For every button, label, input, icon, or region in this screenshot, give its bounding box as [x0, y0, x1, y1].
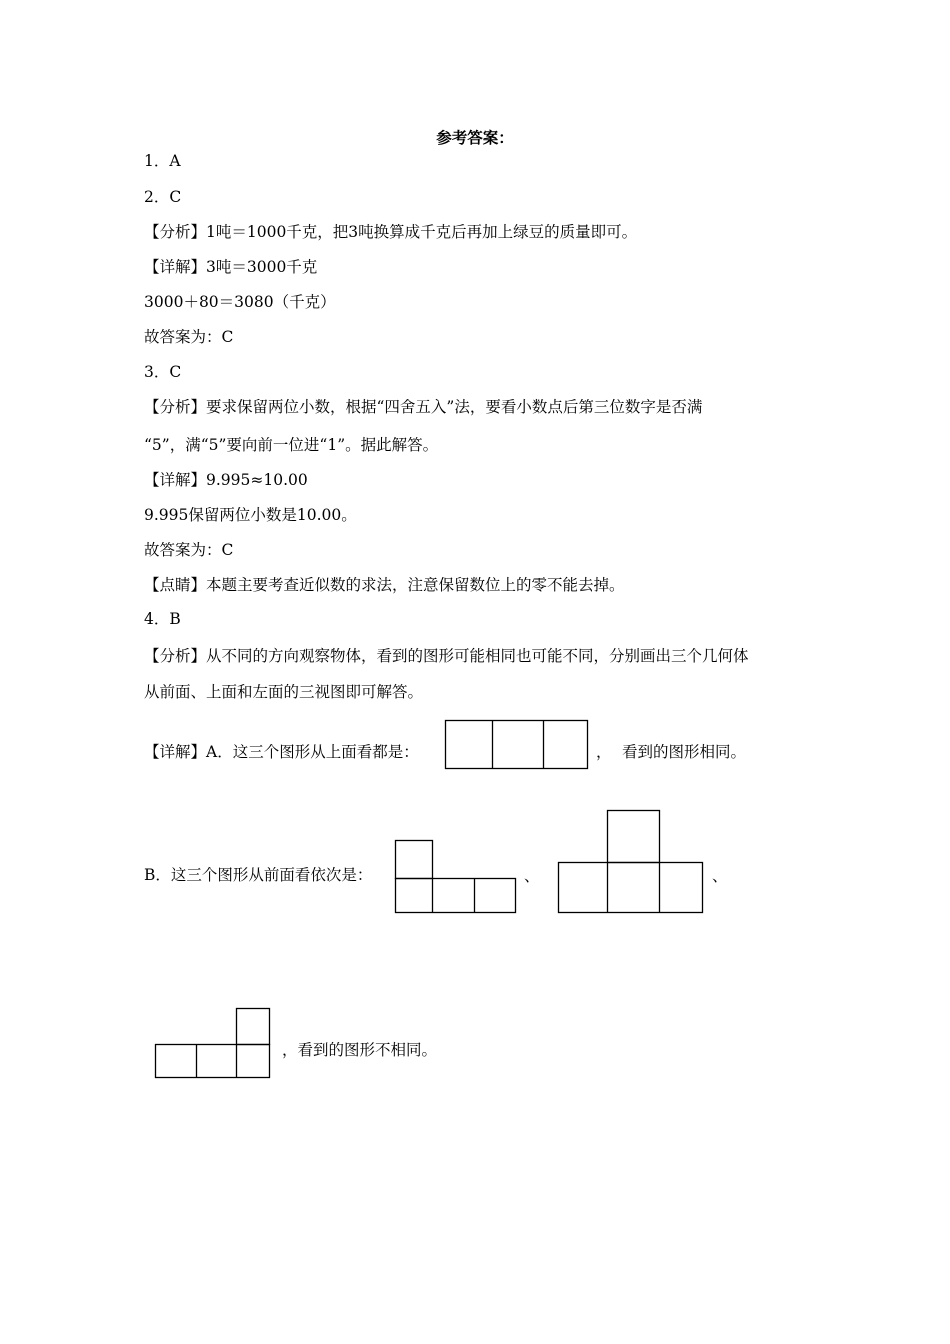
answer-2-detail: 【详解】3吨＝3000千克 — [144, 258, 318, 276]
answer-3-explain: 9.995保留两位小数是10.00。 — [144, 506, 357, 524]
front-view-2-top-square — [608, 811, 660, 863]
answer-1: 1．A — [144, 152, 181, 170]
detail-b-prefix: B．这三个图形从前面看依次是： — [144, 866, 373, 884]
answer-title: 参考答案： — [436, 128, 514, 147]
answer-2-analysis: 【分析】1吨＝1000千克，把3吨换算成千克后再加上绿豆的质量即可。 — [144, 223, 638, 241]
front-view-figure-1 — [394, 839, 519, 915]
detail-a-prefix: 【详解】A．这三个图形从上面看都是： — [144, 743, 419, 761]
answer-3: 3．C — [144, 363, 182, 381]
front-view-3-top-square — [237, 1009, 270, 1045]
answer-3-analysis-cont: “5”，满“5”要向前一位进“1”。据此解答。 — [144, 436, 439, 454]
answer-3-note: 【点睛】本题主要考查近似数的求法，注意保留数位上的零不能去掉。 — [144, 576, 625, 594]
front-view-1-top-square — [396, 841, 433, 879]
answer-2: 2．C — [144, 188, 182, 206]
front-view-3-bottom-row — [156, 1045, 270, 1078]
answer-4-analysis-cont: 从前面、上面和左面的三视图即可解答。 — [144, 683, 424, 701]
top-view-figure — [444, 719, 590, 771]
front-view-figure-3 — [154, 1007, 272, 1081]
top-view-outline — [446, 721, 588, 769]
detail-b-separator-2: 、 — [712, 867, 728, 885]
front-view-figure-2 — [557, 809, 707, 915]
answer-3-conclusion: 故答案为：C — [144, 541, 234, 559]
front-view-2-bottom-row — [559, 863, 703, 913]
answer-2-conclusion: 故答案为：C — [144, 328, 234, 346]
detail-b-suffix: ，看到的图形不相同。 — [282, 1041, 438, 1059]
answer-2-calc: 3000＋80＝3080（千克） — [144, 293, 336, 311]
answer-4-analysis: 【分析】从不同的方向观察物体，看到的图形可能相同也可能不同，分别画出三个几何体 — [144, 647, 749, 665]
detail-a-suffix: 看到的图形相同。 — [622, 743, 747, 761]
answer-3-analysis: 【分析】要求保留两位小数，根据“四舍五入”法，要看小数点后第三位数字是否满 — [144, 398, 703, 416]
front-view-1-bottom-row — [396, 879, 516, 913]
answer-4: 4．B — [144, 610, 181, 628]
answer-3-detail: 【详解】9.995≈10.00 — [144, 471, 308, 489]
detail-a-comma: ， — [596, 743, 612, 761]
detail-b-separator-1: 、 — [524, 867, 540, 885]
